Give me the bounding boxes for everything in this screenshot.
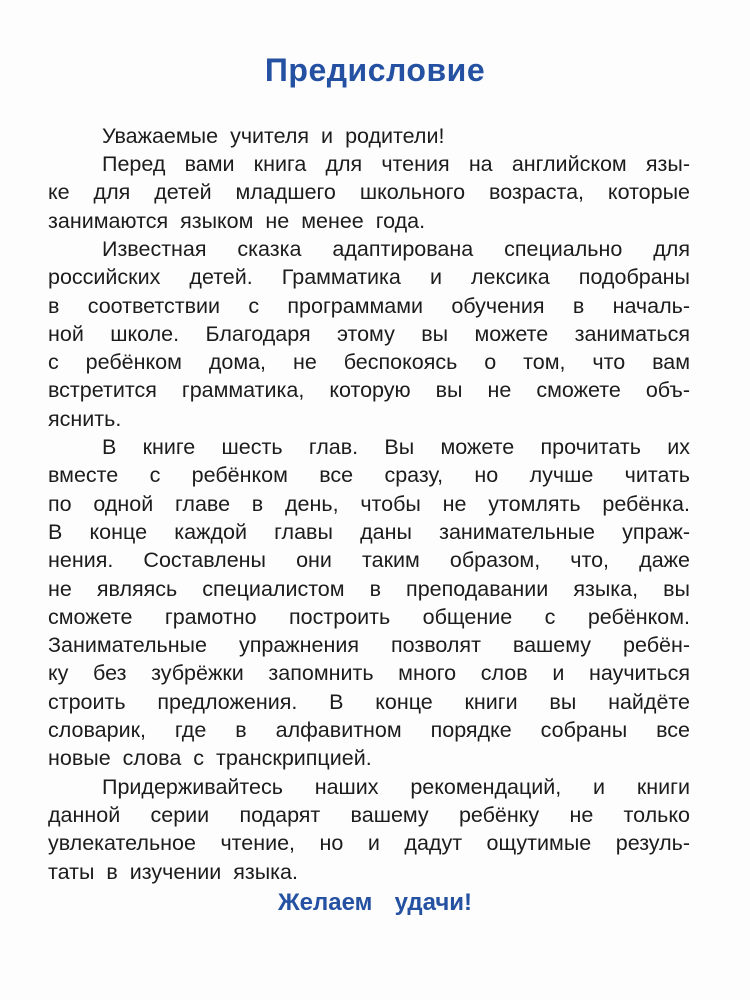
text-line: Известная сказка адаптирована специально для [102, 236, 690, 261]
paragraph [48, 150, 690, 235]
text-line: занимаются языком не менее года. [48, 208, 426, 233]
paragraph [48, 235, 690, 433]
text-line: Придерживайтесь наших рекомендаций, и книги [102, 774, 690, 799]
text-line: В конце каждой главы даны занимательные упраж- [48, 519, 690, 544]
text-line: вместе с ребёнком все сразу, но лучше читать [48, 463, 690, 488]
closing-wish: Желаем удачи! [277, 888, 473, 916]
text-line: встретится грамматика, которую вы не сможете объ- [48, 378, 690, 403]
text-line: ке для детей младшего школьного возраста, которые [48, 180, 690, 205]
text-line: в соответствии с программами обучения в началь- [48, 293, 690, 318]
text-line: не являясь специалистом в преподавании языка, вы [48, 576, 690, 601]
text-line: с ребёнком дома, не беспокоясь о том, что вам [48, 350, 690, 375]
text-line: сможете грамотно построить общение с ребёнком. [48, 604, 690, 629]
paragraph [48, 773, 690, 886]
text-line: данной серии подарят вашему ребёнку не только [48, 802, 690, 827]
text-line: нения. Составлены они таким образом, что, даже [48, 548, 690, 573]
text-line: яснить. [48, 406, 122, 431]
paragraph [48, 433, 690, 773]
text-line: российских детей. Грамматика и лексика подобраны [48, 265, 690, 290]
text-line: словарик, где в алфавитном порядке собраны все [48, 718, 690, 743]
text-line: по одной главе в день, чтобы не утомлять ребёнка. [48, 491, 690, 516]
text-line: Перед вами книга для чтения на английском язы- [102, 152, 690, 177]
text-line: увлекательное чтение, но и дадут ощутимые резуль- [48, 831, 690, 856]
text-line: строить предложения. В конце книги вы найдёте [48, 689, 690, 714]
text-line: ной школе. Благодаря этому вы можете заниматься [48, 321, 690, 346]
paragraph [48, 122, 690, 150]
page-title: Предисловие [264, 52, 486, 88]
text-line: новые слова с транскрипцией. [48, 746, 372, 771]
text-line: Уважаемые учителя и родители! [102, 123, 445, 148]
text-line: Занимательные упражнения позволят вашему ребён- [48, 633, 690, 658]
text-line: ку без зубрёжки запомнить много слов и научиться [48, 661, 690, 686]
text-line: таты в изучении языка. [48, 859, 298, 884]
preface-text [48, 122, 690, 886]
text-line: В книге шесть глав. Вы можете прочитать их [102, 435, 690, 460]
